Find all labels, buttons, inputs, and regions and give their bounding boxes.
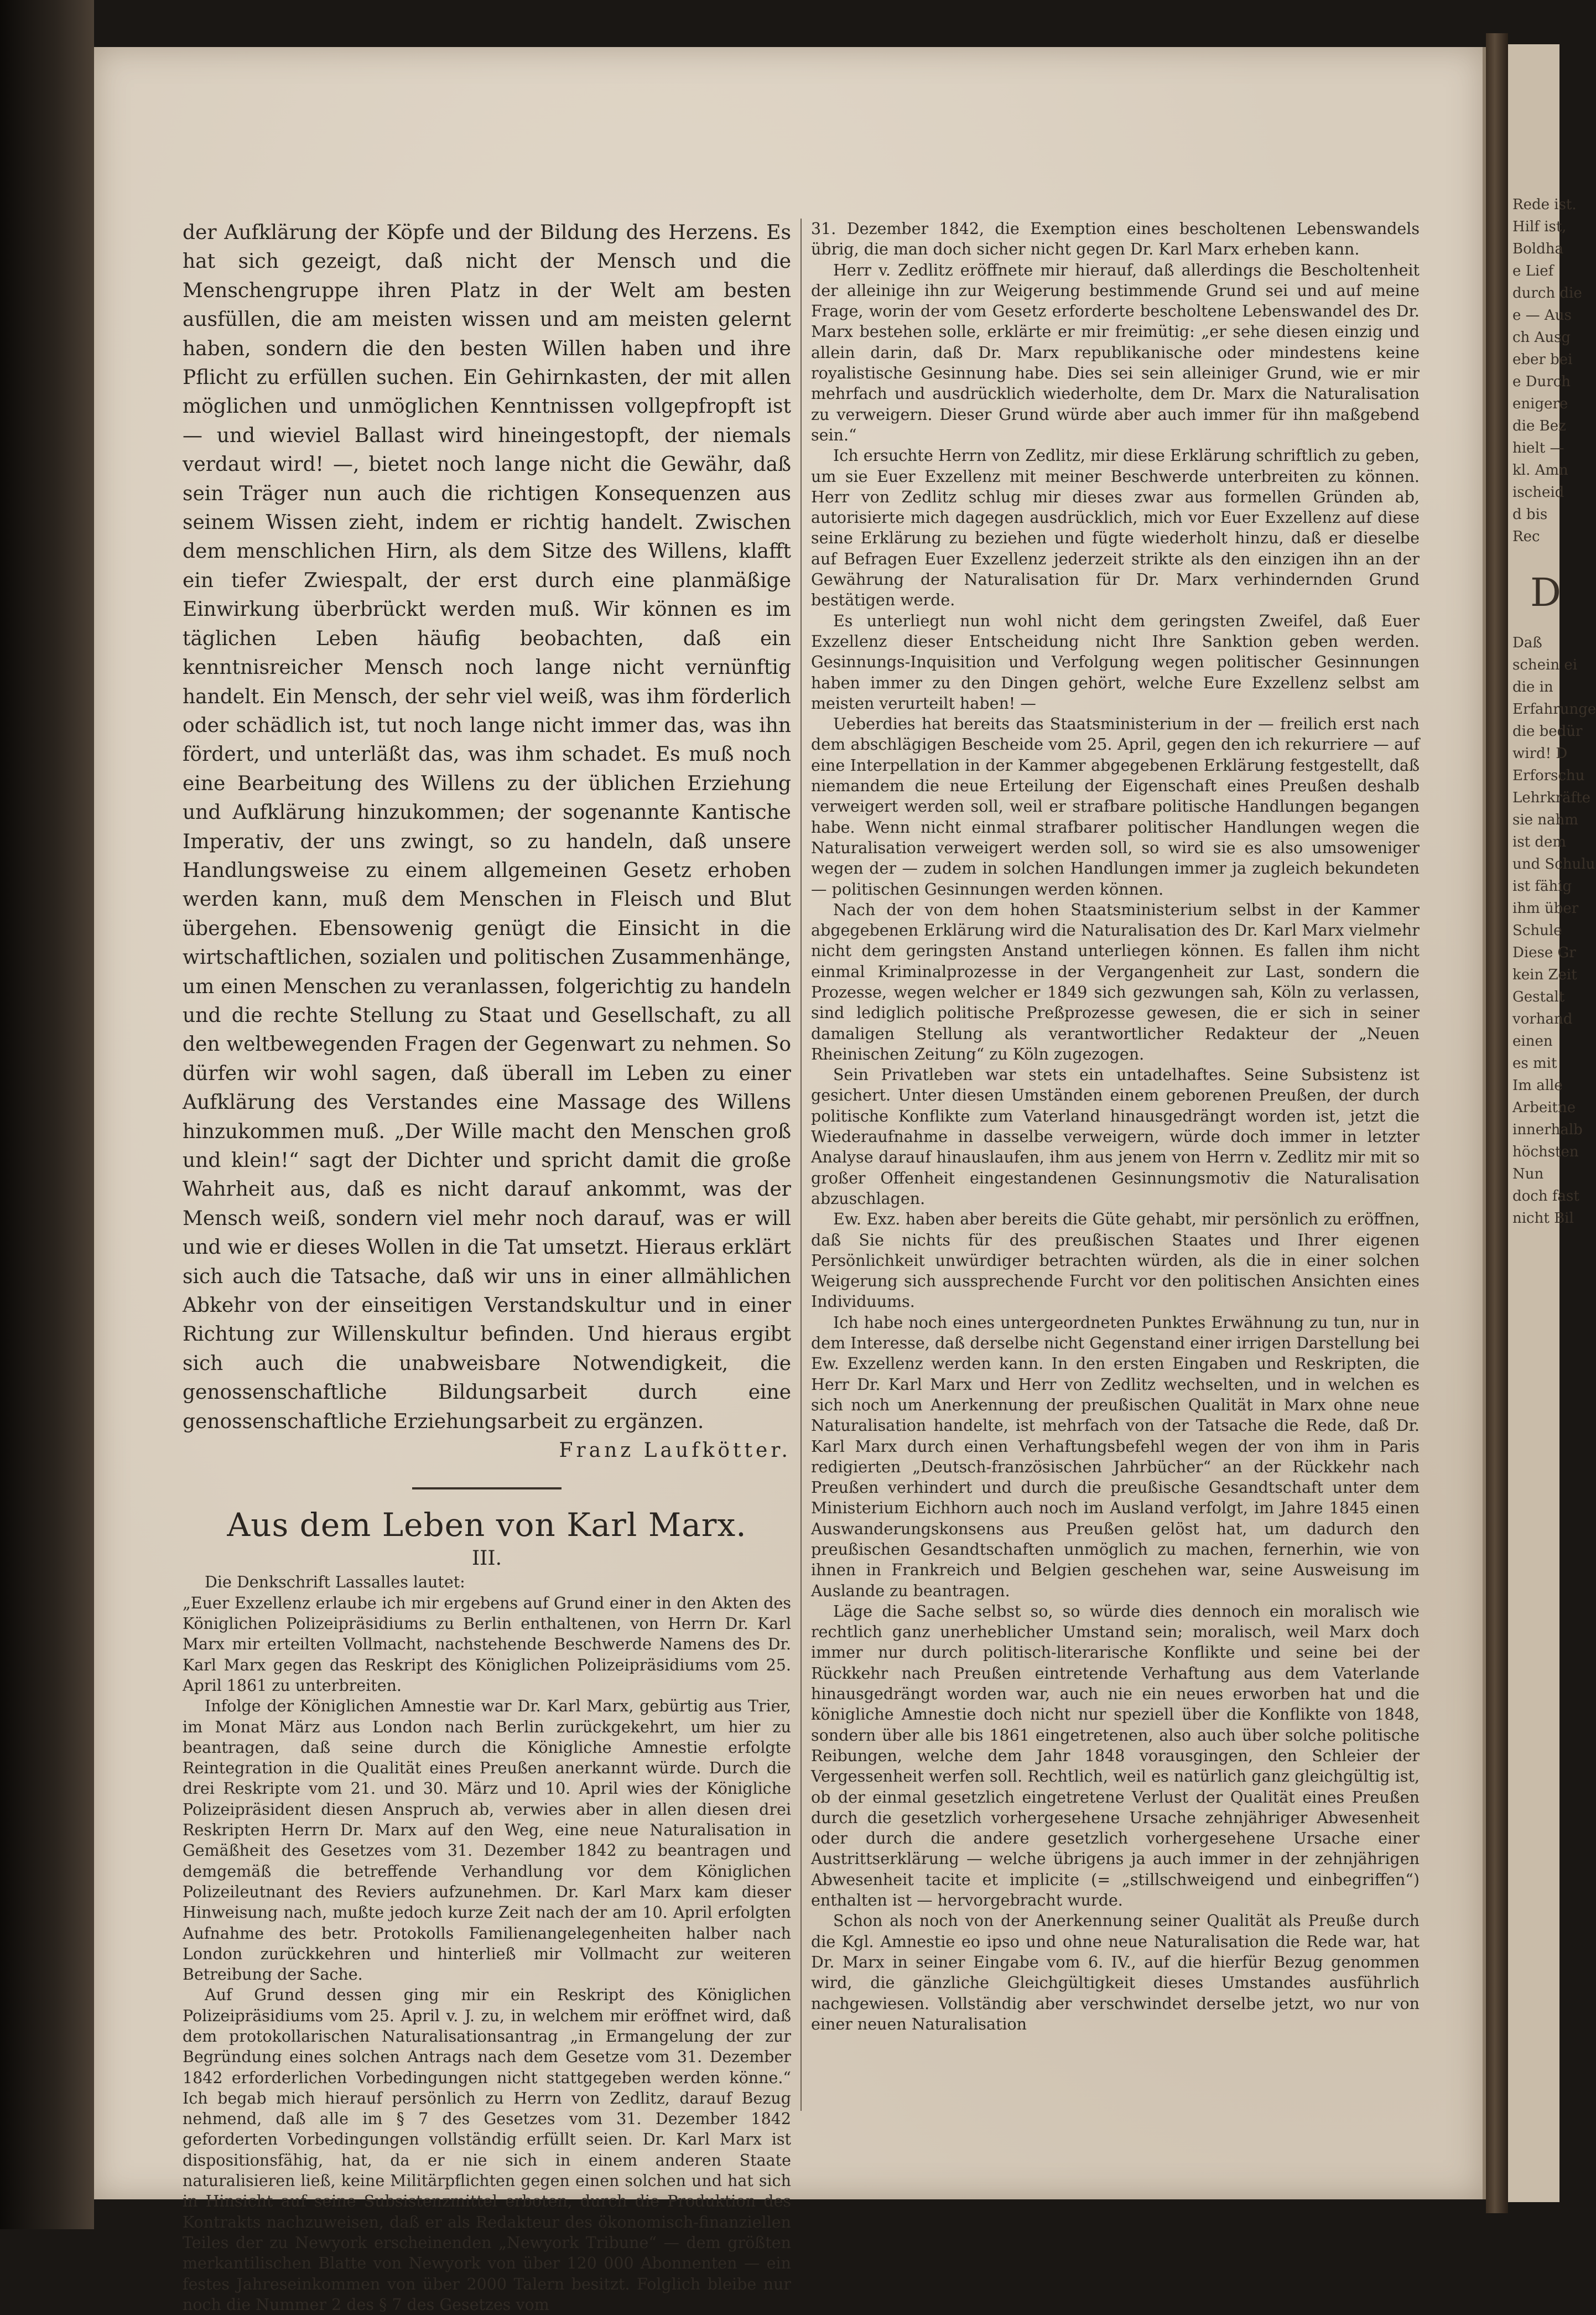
fragment-line: Im alle bbox=[1512, 1077, 1563, 1094]
book-spine bbox=[1486, 33, 1508, 2213]
fragment-line: Nun bbox=[1512, 1166, 1544, 1182]
right-column bbox=[811, 219, 1420, 2034]
left-column bbox=[183, 219, 791, 2315]
fragment-line: Boldha bbox=[1512, 241, 1563, 257]
essay-author: Franz Laufkötter. bbox=[559, 1439, 791, 1462]
fragment-line: durch die bbox=[1512, 285, 1582, 302]
fragment-line: höchsten bbox=[1512, 1144, 1579, 1160]
fragment-line: d bis bbox=[1512, 506, 1548, 523]
article-paragraph: Herr v. Zedlitz eröffnete mir hierauf, daß allerdings die Bescholtenheit der alleinige ihn zur Weigerung bestimmende Grund sei und auf meine Frage, worin der vom Gesetz erforderte bescholtene Lebenswandel des Dr. Marx bestehen solle, erklärte er mir freimütig: „er sehe diesen einzig und allein darin, daß Dr. Marx republikanische oder mindestens keine royalistische Gesinnung habe. Dies sei sein alleiniger Grund, wie er mir mehrfach und ausdrücklich wiederholte, dem Dr. Marx die Naturalisation zu verweigern. Dieser Grund würde aber auch immer für ihn maßgebend sein.“ bbox=[811, 261, 1420, 444]
article-paragraph: Ich habe noch eines untergeordneten Punktes Erwähnung zu tun, nur in dem Interesse, daß derselbe nicht Gegenstand einer irrigen Darstellung bei Ew. Exzellenz werden kann. In den ersten Eingaben und Reskripten, die Herr Dr. Karl Marx und Herr von Zedlitz wechselten, und in welchen es sich noch um Anerkennung der preußischen Qualität in Marx ohne neue Naturalisation handelte, ist mehrfach von der Tatsache die Rede, daß Dr. Karl Marx durch einen Verhaftungsbefehl wegen der von ihm in Paris redigierten „Deutsch-französischen Jahrbücher“ an der Rückkehr nach Preußen verhindert und durch die preußische Gesandtschaft unter dem Ministerium Eichhorn auch noch im Ausland verfolgt, im Jahre 1845 einen Auswanderungskonsens aus Preußen gelöst hat, um dadurch den preußischen Gesandtschaften unmöglich zu machen, fernerhin, wie von ihnen in Frankreich und Belgien geschehen war, seine Ausweisung im Auslande zu beantragen. bbox=[811, 1313, 1420, 1600]
fragment-line: Diese Gr bbox=[1512, 944, 1576, 961]
fragment-line: Gestalt bbox=[1512, 989, 1565, 1005]
article-headline: Aus dem Leben von Karl Marx. bbox=[227, 1506, 747, 1544]
adjacent-page-lower-lines bbox=[1508, 632, 1596, 1229]
fragment-line: die in bbox=[1512, 679, 1553, 695]
fragment-line: sie nahm bbox=[1512, 812, 1578, 828]
fragment-line: ihm über bbox=[1512, 900, 1579, 917]
fragment-line: ch Ausg bbox=[1512, 329, 1571, 346]
article-body-left bbox=[183, 1572, 791, 2315]
fragment-line: kl. Amn bbox=[1512, 462, 1568, 479]
fragment-line: wird! D bbox=[1512, 745, 1568, 762]
article-paragraph: Es unterliegt nun wohl nicht dem geringsten Zweifel, daß Euer Exzellenz dieser Entscheidung nicht Ihre Sanktion geben werden. Gesinnungs-Inquisition und Verfolgung wegen politischer Gesinnungen haben immer zu den Dingen gehört, welche Eure Exzellenz selbst am meisten verurteilt haben! — bbox=[811, 611, 1420, 713]
desk-background bbox=[0, 0, 94, 2229]
article-paragraph: 31. Dezember 1842, die Exemption eines bescholtenen Lebenswandels übrig, die man doch sicher nicht gegen Dr. Karl Marx erheben kann. bbox=[811, 220, 1420, 259]
fragment-line: nicht Bil bbox=[1512, 1210, 1574, 1227]
adjacent-page-headline-letter: D bbox=[1530, 570, 1562, 615]
fragment-line: e — Aus bbox=[1512, 307, 1572, 324]
article-paragraph: Ueberdies hat bereits das Staatsministerium in der — freilich erst nach dem abschlägigen Bescheide vom 25. April, gegen den ich rekurriere — auf eine Interpellation in der Kammer abgegebenen Erklärung festgestellt, daß niemandem die neue Erteilung der Eigenschaft eines Preußen deshalb verweigert werden soll, weil er strafbare politische Handlungen begangen habe. Wenn nicht einmal strafbarer politischer Handlungen wegen die Naturalisation verweigert werden soll, so wird sie es also umsoweniger wegen der — zudem in solchen Handlungen immer ja zugleich bekundeten — politischen Gesinnungen werden können. bbox=[811, 715, 1420, 899]
essay-paragraph: der Aufklärung der Köpfe und der Bildung des Herzens. Es hat sich gezeigt, daß nicht der Mensch und die Menschengruppe ihren Platz in der Welt am besten ausfüllen, die am meisten wissen und am meisten gelernt haben, sondern die den besten Willen haben und ihre Pflicht zu erfüllen suchen. Ein Gehirnkasten, der mit allen möglichen und unmöglichen Kenntnissen vollgepfropft ist — und wieviel Ballast wird hineingestopft, der niemals verdaut wird! —, bietet noch lange nicht die Gewähr, daß sein Träger nun auch die richtigen Konsequenzen aus seinem Wissen zieht, indem er richtig handelt. Zwischen dem menschlichen Hirn, als dem Sitze des Willens, klafft ein tiefer Zwiespalt, der erst durch eine planmäßige Einwirkung überbrückt werden muß. Wir können es im täglichen Leben häufig beobachten, daß ein kenntnisreicher Mensch noch lange nicht vernünftig handelt. Ein Mensch, der sehr viel weiß, was ihm förderlich oder schädlich ist, tut noch lange nicht immer das, was ihn fördert, und unterläßt das, was ihm schadet. Es muß noch eine Bearbeitung des Willens zu der üblichen Erziehung und Aufklärung hinzukommen; der sogenannte Kantische Imperativ, der uns zwingt, so zu handeln, daß unsere Handlungsweise zu einem allgemeinen Gesetz erhoben werden kann, muß dem Menschen in Fleisch und Blut übergehen. Ebensowenig genügt die Einsicht in die wirtschaftlichen, sozialen und politischen Zusammenhänge, um einen Menschen zu veranlassen, folgerichtig zu handeln und die rechte Stellung zu Staat und Gesellschaft, zu all den weltbewegenden Fragen der Gegenwart zu nehmen. So dürfen wir wohl sagen, daß überall im Leben zu einer Aufklärung des Verstandes eine Massage des Willens hinzukommen muß. „Der Wille macht den Menschen groß und klein!“ sagt der Dichter und spricht damit die große Wahrheit aus, daß es nicht darauf ankommt, was der Mensch weiß, sondern viel mehr noch darauf, was er will und wie er dieses Wollen in die Tat umsetzt. Hieraus erklärt sich auch die Tatsache, daß wir uns in einer allmählichen Abkehr von der einseitigen Verstandskultur und in einer Richtung zur Willenskultur befinden. Und hieraus ergibt sich auch die unabweisbare Notwendigkeit, die genossenschaftliche Bildungsarbeit durch eine genossenschaftliche Erziehungsarbeit zu ergänzen. bbox=[183, 221, 791, 1433]
fragment-line: Arbeitne bbox=[1512, 1099, 1576, 1116]
section-divider bbox=[412, 1487, 562, 1489]
fragment-line: die bedür bbox=[1512, 723, 1583, 740]
fragment-line: und Schulu bbox=[1512, 856, 1595, 873]
fragment-line: enigere bbox=[1512, 396, 1568, 412]
fragment-line: ist fähig bbox=[1512, 878, 1572, 895]
article-paragraph: Nach der von dem hohen Staatsministerium selbst in der Kammer abgegebenen Erklärung wird die Naturalisation des Dr. Karl Marx vielmehr nicht dem geringsten Anstand unterliegen können. Es fallen ihm nicht einmal Kriminalprozesse in der Vergangenheit zur Last, sondern die Prozesse, wegen welcher er 1849 sich gezwungen sah, Köln zu verlassen, sind lediglich politische Preßprozesse gewesen, die er sich in seiner damaligen Stellung als verantwortlicher Redakteur der „Neuen Rheinischen Zeitung“ zu Köln zugezogen. bbox=[811, 900, 1420, 1063]
article-paragraph: Läge die Sache selbst so, so würde dies dennoch ein moralisch wie rechtlich ganz unerheblicher Umstand sein; moralisch, weil Marx doch immer nur durch politisch-literarische Konflikte und seine bei der Rückkehr nach Preußen eintretende Verhaftung aus dem Vaterlande hinausgedrängt worden war, auch nie ein neues erworben hat und die königliche Amnestie doch nicht nur speziell über die Konflikte von 1848, sondern über alle bis 1861 eingetretenen, also auch über solche politische Reibungen, welche dem Jahr 1848 vorausgingen, den Schleier der Vergessenheit werfen soll. Rechtlich, weil es natürlich ganz gleichgültig ist, ob der einmal gesetzlich eingetretene Verlust der Qualität eines Preußen durch die gesetzlich vorhergesehene Ursache zehnjähriger Abwesenheit oder durch die andere gesetzlich vorhergesehene Ursache einer Austrittserklärung — welche übrigens ja auch immer in der zehnjährigen Abwesenheit tacite et implicite (= „stillschweigend und einbegriffen“) enthalten ist — hervorgebracht wurde. bbox=[811, 1602, 1420, 1910]
article-paragraph: „Euer Exzellenz erlaube ich mir ergebens auf Grund einer in den Akten des Königlichen Polizeipräsidiums zu Berlin enthaltenen, von Herrn Dr. Karl Marx mir erteilten Vollmacht, nachstehende Beschwerde Namens des Dr. Karl Marx gegen das Reskript des Königlichen Polizeipräsidiums vom 25. April 1861 zu unterbreiten. bbox=[183, 1593, 791, 1695]
fragment-line: schein ei bbox=[1512, 657, 1578, 673]
fragment-line: eber bei bbox=[1512, 351, 1573, 368]
fragment-line: einen bbox=[1512, 1033, 1553, 1050]
fragment-line: doch fast bbox=[1512, 1188, 1579, 1205]
adjacent-page-edge bbox=[1508, 44, 1596, 2202]
essay-section bbox=[183, 219, 791, 1465]
fragment-line: hielt — bbox=[1512, 440, 1564, 456]
fragment-line: ist dem bbox=[1512, 834, 1567, 850]
fragment-line: Erforschu bbox=[1512, 767, 1585, 784]
article-paragraph: Sein Privatleben war stets ein untadelhaftes. Seine Subsistenz ist gesichert. Unter diesen Umständen einem geborenen Preußen, der durch politische Konflikte zum Vaterland hinausgedrängt worden ist, jetzt die Wiederaufnahme in dasselbe verweigern, würde doch immer in letzter Analyse darauf hinauslaufen, ihm aus jenem von Herrn v. Zedlitz mir mit so großer Offenheit eingestandenen Gesinnungsmotiv die Naturalisation abzuschlagen. bbox=[811, 1066, 1420, 1208]
fragment-line: innerhalb bbox=[1512, 1122, 1583, 1138]
fragment-line: es mit bbox=[1512, 1055, 1557, 1072]
article-paragraph: Ich ersuchte Herrn von Zedlitz, mir diese Erklärung schriftlich zu geben, um sie Euer Exzellenz mit meiner Beschwerde unterbreiten zu können. Herr von Zedlitz schlug mir dieses zwar aus formellen Gründen ab, autorisierte mich dagegen ausdrücklich, mich vor Euer Exzellenz auf diese seine Erklärung zu beziehen und fügte wiederholt hinzu, daß er dieselbe auf Befragen Euer Exzellenz jederzeit strikte als den einzigen ihn an der Gewährung der Naturalisation für Dr. Marx verhindernden Grund bestätigen werde. bbox=[811, 447, 1420, 610]
article-paragraph: Schon als noch von der Anerkennung seiner Qualität als Preuße durch die Kgl. Amnestie eo ipso und ohne neue Naturalisation die Rede war, hat Dr. Marx in seiner Eingabe vom 6. IV., auf die hierfür Bezug genommen wird, die gänzliche Gleichgültigkeit dieses Umstandes ausführlich nachgewiesen. Vollständig aber verschwindet derselbe jetzt, wo nur von einer neuen Naturalisation bbox=[811, 1912, 1420, 2033]
column-divider bbox=[800, 219, 802, 2111]
fragment-line: e Durch bbox=[1512, 373, 1571, 390]
fragment-line: Erfahrunge bbox=[1512, 701, 1596, 718]
article-paragraph: Ew. Exz. haben aber bereits die Güte gehabt, mir persönlich zu eröffnen, daß Sie nichts für des preußischen Staates und Ihrer eigenen Persönlichkeit unwürdiger betrachten würden, als die in einer solchen Weigerung sich aussprechende Furcht vor den politischen Ansichten eines Individuums. bbox=[811, 1210, 1420, 1311]
fragment-line: Rec bbox=[1512, 528, 1540, 545]
fragment-line: Rede ist. bbox=[1512, 196, 1577, 213]
adjacent-page-top-lines bbox=[1508, 44, 1582, 548]
fragment-line: Schule bbox=[1512, 922, 1562, 939]
article-paragraph: Die Denkschrift Lassalles lautet: bbox=[205, 1573, 465, 1592]
fragment-line: ischeid bbox=[1512, 484, 1564, 501]
fragment-line: Daß bbox=[1512, 635, 1542, 651]
article-paragraph: Auf Grund dessen ging mir ein Reskript des Königlichen Polizeipräsidiums vom 25. April v. J. zu, in welchem mir eröffnet wird, daß dem protokollarischen Naturalisationsantrag „in Ermangelung der zur Begründung eines solchen Antrags nach dem Gesetze vom 31. Dezember 1842 erforderlichen Vorbedingungen nicht stattgegeben werden könne.“ Ich begab mich hierauf persönlich zu Herrn von Zedlitz, darauf Bezug nehmend, daß alle im § 7 des Gesetzes vom 31. Dezember 1842 geforderten Vorbedingungen vollständig erfüllt seien. Dr. Karl Marx ist dispositionsfähig, hat, da er nie sich in einem anderen Staate naturalisieren ließ, keine Militärpflichten gegen einen solchen und hat sich in Hinsicht auf seine Subsistenzmittel erboten, durch die Produktion des Kontrakts nachzuweisen, daß er als Redakteur des ökonomisch-finanziellen Teiles der zu Newyork erscheinenden „Newyork Tribune“ — dem größten merkantilischen Blatte von Newyork von über 120 000 Abonnenten — ein festes Jahreseinkommen von über 2000 Talern besitzt. Folglich bleibe nur noch die Nummer 2 des § 7 des Gesetzes vom bbox=[183, 1986, 791, 2314]
article-paragraph: Infolge der Königlichen Amnestie war Dr. Karl Marx, gebürtig aus Trier, im Monat März aus London nach Berlin zurückgekehrt, um hier zu beantragen, daß seine durch die Königliche Amnestie erfolgte Reintegration in die Qualität eines Preußen anerkannt würde. Durch die drei Reskripte vom 21. und 30. März und 10. April wies der Königliche Polizeipräsident diesen Anspruch ab, verwies aber in allen diesen drei Reskripten Herrn Dr. Marx auf den Weg, eine neue Naturalisation in Gemäßheit des Gesetzes vom 31. Dezember 1842 zu beantragen und demgemäß die betreffende Verhandlung vor dem Königlichen Polizeileutnant des Reviers aufzunehmen. Dr. Karl Marx kam dieser Hinweisung nach, mußte jedoch kurze Zeit nach der am 10. April erfolgten Aufnahme des betr. Protokolls Familienangelegenheiten halber nach London zurückkehren und hinterließ mir Vollmacht zur weiteren Betreibung der Sache. bbox=[183, 1697, 791, 1984]
article-part-number: III. bbox=[471, 1547, 502, 1570]
fragment-line: die Bez bbox=[1512, 418, 1566, 434]
fragment-line: Hilf ist, bbox=[1512, 219, 1567, 235]
fragment-line: e Lief bbox=[1512, 263, 1554, 279]
fragment-line: vorhand bbox=[1512, 1011, 1573, 1027]
fragment-line: kein Zeit bbox=[1512, 967, 1577, 983]
fragment-line: Lehrkräfte bbox=[1512, 790, 1590, 806]
